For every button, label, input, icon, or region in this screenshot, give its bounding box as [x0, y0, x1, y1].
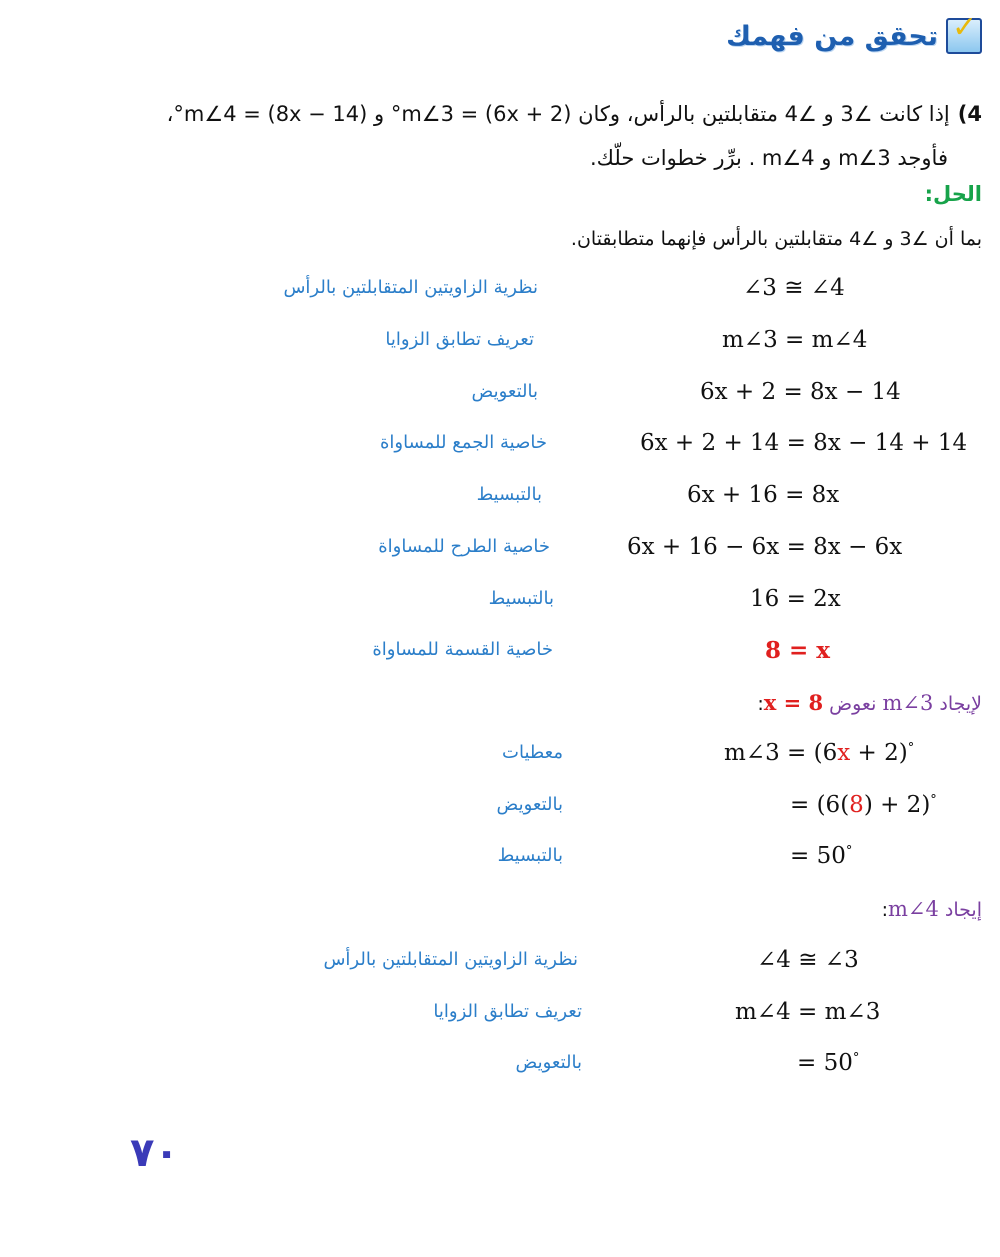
step6-reason: خاصية الطرح للمساواة: [378, 536, 550, 557]
calc3-lhs: = 50: [790, 843, 846, 869]
final3-deg: °: [852, 1050, 860, 1066]
step6-math: 6x + 16 − 6x = 8x − 6x: [627, 534, 903, 560]
calc2-var: 8: [849, 792, 864, 818]
step1-reason: نظرية الزاويتين المتقابلتين بالرأس: [283, 277, 538, 298]
find3-angle: m∠3: [882, 691, 934, 715]
page-number: ٧٠: [130, 1130, 179, 1176]
checkbox-icon: ✓: [946, 18, 982, 54]
final1-reason: نظرية الزاويتين المتقابلتين بالرأس: [323, 949, 578, 970]
step4-math: 6x + 2 + 14 = 8x − 14 + 14: [640, 430, 968, 456]
calc1-rhs: + 2): [850, 740, 908, 766]
final3-value: = 50: [797, 1050, 853, 1076]
step5-reason: بالتبسيط: [476, 484, 542, 505]
final2-math: m∠4 = m∠3: [735, 999, 881, 1025]
intro-text: بما أن ∠3 و ∠4 متقابلتين بالرأس فإنهما متطابقتان.: [570, 228, 982, 250]
final1-math: ∠4 ≅ ∠3: [757, 947, 859, 973]
section-header: [726, 10, 982, 54]
find3-prefix: لإيجاد: [939, 693, 982, 715]
calc2-reason: بالتعويض: [496, 794, 563, 815]
find4-angle: m∠4: [887, 897, 939, 921]
step8-math: 8 = x: [765, 637, 831, 664]
step3-reason: بالتعويض: [471, 381, 538, 402]
step7-math: 16 = 2x: [750, 586, 841, 612]
problem-number: 4): [957, 102, 982, 126]
step5-math: 6x + 16 = 8x: [687, 482, 840, 508]
calc1-deg: °: [907, 740, 915, 756]
calc1-var: x: [837, 740, 851, 766]
calc1-lhs: m∠3 = (6: [724, 740, 838, 766]
problem-line-1: إذا كانت ∠3 و ∠4 متقابلتين بالرأس، وكان m∠3 = (6x + 2)° و m∠4 = (8x − 14)°،: [166, 102, 950, 126]
solution-label: الحل:: [924, 182, 982, 206]
find3-mid: نعوض: [829, 693, 877, 715]
calc1-reason: معطيات: [502, 742, 563, 763]
calc3-deg: °: [845, 843, 853, 859]
calc2-math: [790, 792, 937, 818]
step3-math: 6x + 2 = 8x − 14: [700, 379, 901, 405]
find4-colon: :: [881, 899, 888, 921]
problem-statement: [17, 92, 982, 180]
find3-colon: :: [757, 693, 764, 715]
calc2-lhs: = (6(: [790, 792, 850, 818]
final2-reason: تعريف تطابق الزوايا: [433, 1001, 582, 1022]
step1-math: ∠3 ≅ ∠4: [743, 275, 845, 301]
find-angle3-heading: [757, 690, 982, 715]
step2-reason: تعريف تطابق الزوايا: [385, 329, 534, 350]
find3-value: x = 8: [763, 690, 824, 715]
problem-line-2: فأوجد m∠3 و m∠4 . برِّر خطوات حلّك.: [590, 146, 948, 170]
find4-prefix: إيجاد: [944, 899, 982, 921]
step8-reason: خاصية القسمة للمساواة: [372, 639, 553, 660]
find-angle4-heading: [882, 897, 982, 921]
step2-math: m∠3 = m∠4: [722, 327, 868, 353]
calc3-reason: بالتبسيط: [497, 845, 563, 866]
calc3-math: [790, 843, 852, 869]
calc2-deg: °: [930, 792, 937, 808]
step7-reason: بالتبسيط: [488, 588, 554, 609]
calc1-math: [724, 740, 914, 766]
final3-math: [797, 1050, 859, 1076]
final3-reason: بالتعويض: [515, 1052, 582, 1073]
header-title: تحقق من فهمك: [726, 20, 938, 52]
calc2-rhs: ) + 2): [863, 792, 931, 818]
step4-reason: خاصية الجمع للمساواة: [379, 432, 547, 453]
